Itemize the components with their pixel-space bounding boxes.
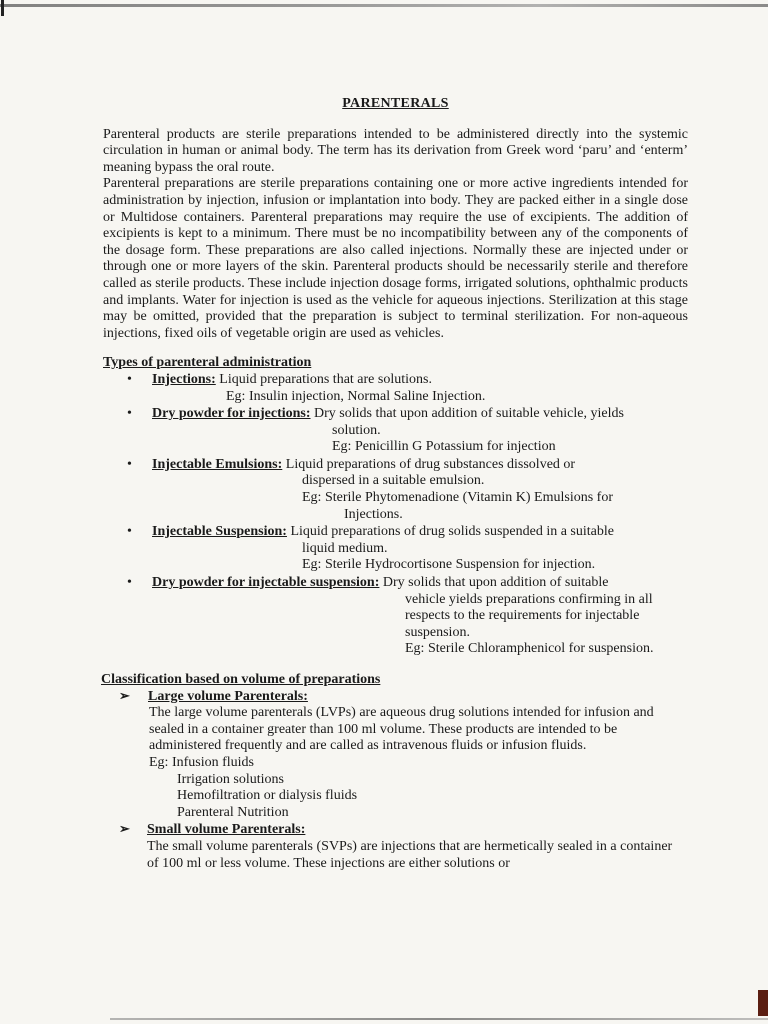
type-term: Injectable Emulsions:	[152, 456, 283, 472]
type-desc: dispersed in a suitable emulsion.	[302, 473, 485, 489]
page-top-edge	[0, 4, 768, 7]
types-list	[103, 372, 688, 658]
type-term: Injections:	[152, 371, 216, 387]
page-bottom-edge	[110, 1018, 768, 1020]
type-desc: respects to the requirements for injectable	[405, 608, 640, 624]
type-example: Eg: Sterile Chloramphenicol for suspension.	[405, 641, 654, 657]
type-desc: Dry solids that upon addition of suitable	[382, 575, 609, 591]
bullet-icon: •	[127, 456, 132, 472]
type-term: Dry powder for injectable suspension:	[152, 575, 380, 591]
bullet-icon: •	[127, 524, 132, 540]
types-heading: Types of parenteral administration	[103, 355, 312, 371]
list-item: Hemofiltration or dialysis fluids	[177, 788, 358, 804]
type-example: Eg: Sterile Hydrocortisone Suspension for injection.	[302, 557, 596, 573]
page-title: PARENTERALS	[342, 96, 449, 111]
arrow-bullet-icon: ➢	[119, 687, 130, 703]
bullet-icon: •	[127, 371, 132, 387]
classification-heading: Classification based on volume of preparations	[101, 672, 381, 687]
type-desc: liquid medium.	[302, 540, 388, 556]
type-term: Dry powder for injections:	[152, 406, 311, 422]
arrow-bullet-icon: ➢	[119, 821, 130, 837]
list-item: Eg: Infusion fluids	[149, 754, 254, 770]
scan-corner-mark	[758, 990, 768, 1016]
type-desc: Liquid preparations of drug solids suspended in a suitable	[290, 524, 614, 540]
type-desc: Liquid preparations that are solutions.	[219, 371, 432, 387]
large-volume-section	[103, 689, 688, 822]
type-example: Eg: Penicillin G Potassium for injection	[332, 439, 556, 455]
list-item	[103, 457, 688, 523]
type-term: Injectable Suspension:	[152, 524, 287, 540]
bullet-icon: •	[127, 575, 132, 591]
type-example: Eg: Sterile Phytomenadione (Vitamin K) Emulsions for	[302, 490, 614, 506]
type-example: Injections.	[344, 506, 403, 522]
type-example: Eg: Insulin injection, Normal Saline Injection.	[226, 388, 486, 404]
small-volume-heading: Small volume Parenterals:	[147, 822, 306, 838]
list-item	[103, 372, 688, 405]
type-desc: solution.	[332, 422, 381, 438]
type-desc: Liquid preparations of drug substances dissolved or	[285, 456, 576, 472]
intro-paragraph-1: Parenteral products are sterile preparations intended to be administered directly into the systemic circulation in human or animal body. The term has its derivation from Greek word ‘paru’ and ‘enterm’ meaning bypass the oral route.	[103, 126, 688, 175]
bullet-icon: •	[127, 406, 132, 422]
scan-edge-mark	[1, 0, 4, 16]
large-volume-examples	[149, 755, 684, 821]
document-page	[103, 96, 688, 872]
type-desc: Dry solids that upon addition of suitable vehicle, yields	[314, 406, 624, 422]
list-item	[103, 524, 688, 574]
list-item	[103, 575, 688, 658]
type-desc: vehicle yields preparations confirming in all	[405, 591, 653, 607]
small-volume-body: The small volume parenterals (SVPs) are injections that are hermetically sealed in a container of 100 ml or less volume. These injections are either solutions or	[147, 838, 673, 871]
intro-paragraph-2: Parenteral preparations are sterile preparations containing one or more active ingredients intended for administration by injection, infusion or implantation into body. They are packed either in a single dose or Multidose containers. Parenteral preparations may require the use of excipients. The addition of excipients is kept to a minimum. There must be no incompatibility between any of the components of the dosage form. These preparations are also called injections. Normally these are injected under or through one or more layers of the skin. Parenteral products should be necessarily sterile and therefore called as sterile products. These include injection dosage forms, irrigated solutions, ophthalmic products and implants. Water for injection is used as the vehicle for aqueous injections. Sterilization at this stage may be omitted, provided that the preparation is subject to terminal sterilization. For non-aqueous injections, fixed oils of vegetable origin are used as vehicles.	[103, 176, 688, 341]
large-volume-body: The large volume parenterals (LVPs) are aqueous drug solutions intended for infusion and sealed in a container greater than 100 ml volume. These products are intended to be administered frequently and are called as intravenous fluids or infusion fluids.	[149, 705, 654, 754]
small-volume-section	[103, 822, 688, 872]
type-desc: suspension.	[405, 624, 470, 640]
list-item: Parenteral Nutrition	[177, 804, 289, 820]
large-volume-heading: Large volume Parenterals:	[148, 688, 308, 704]
list-item: Irrigation solutions	[177, 771, 284, 787]
list-item	[103, 406, 688, 456]
